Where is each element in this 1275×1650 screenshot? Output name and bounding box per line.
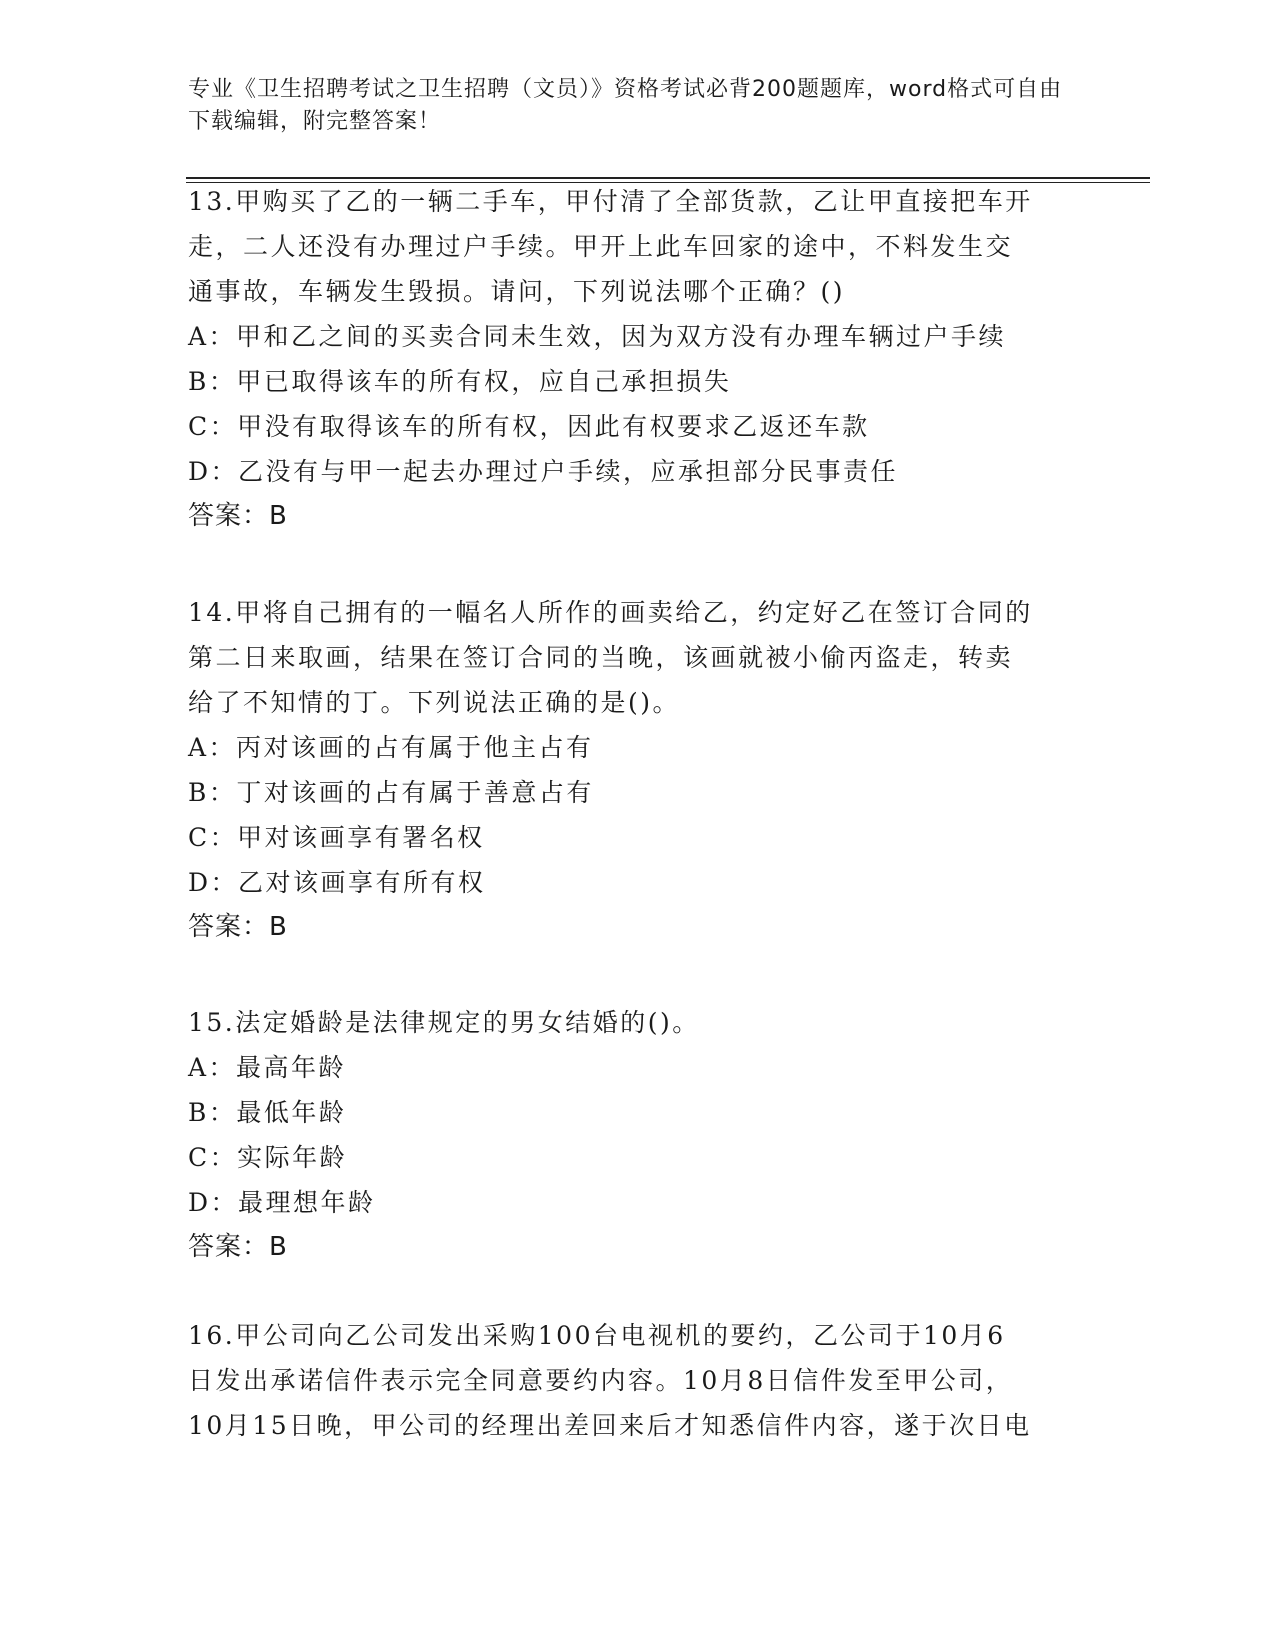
question-stem: 14.甲将自己拥有的一幅名人所作的画卖给乙，约定好乙在签订合同的 第二日来取画，结果在签订合同的当晚，该画就被小偷丙盗走，转卖 给了不知情的丁。下列说法正确的是()。	[188, 598, 1033, 717]
option-a: A：甲和乙之间的买卖合同未生效，因为双方没有办理车辆过户手续	[188, 322, 1007, 351]
option-c: C：实际年龄	[188, 1143, 348, 1172]
answer: 答案：B	[188, 912, 288, 942]
question-stem: 16.甲公司向乙公司发出采购100台电视机的要约，乙公司于10月6 日发出承诺信件表示完全同意要约内容。10月8日信件发至甲公司， 10月15日晚，甲公司的经理出差回来后才知悉信件内容，遂于次日电	[188, 1321, 1032, 1440]
option-a: A：最高年龄	[188, 1053, 347, 1082]
option-d: D：乙对该画享有所有权	[188, 868, 486, 897]
option-d: D：乙没有与甲一起去办理过户手续，应承担部分民事责任	[188, 457, 899, 486]
option-b: B：丁对该画的占有属于善意占有	[188, 778, 594, 807]
question-16	[188, 1313, 1088, 1448]
document-header: 专业《卫生招聘考试之卫生招聘（文员）》资格考试必背200题题库，word格式可自由下载编辑，附完整答案！	[188, 77, 1063, 134]
option-d: D：最理想年龄	[188, 1188, 376, 1217]
answer: 答案：B	[188, 1232, 288, 1262]
option-c: C：甲没有取得该车的所有权，因此有权要求乙返还车款	[188, 412, 870, 441]
question-13	[188, 179, 1088, 539]
question-stem: 15.法定婚龄是法律规定的男女结婚的()。	[188, 1008, 700, 1037]
option-a: A：丙对该画的占有属于他主占有	[188, 733, 594, 762]
question-15	[188, 1000, 1088, 1270]
option-c: C：甲对该画享有署名权	[188, 823, 485, 852]
answer: 答案：B	[188, 501, 288, 531]
option-b: B：甲已取得该车的所有权，应自己承担损失	[188, 367, 732, 396]
question-stem: 13.甲购买了乙的一辆二手车，甲付清了全部货款，乙让甲直接把车开 走，二人还没有办理过户手续。甲开上此车回家的途中，不料发生交 通事故，车辆发生毁损。请问，下列说法哪个正确？()	[188, 187, 1033, 306]
option-b: B：最低年龄	[188, 1098, 347, 1127]
question-14	[188, 590, 1088, 950]
